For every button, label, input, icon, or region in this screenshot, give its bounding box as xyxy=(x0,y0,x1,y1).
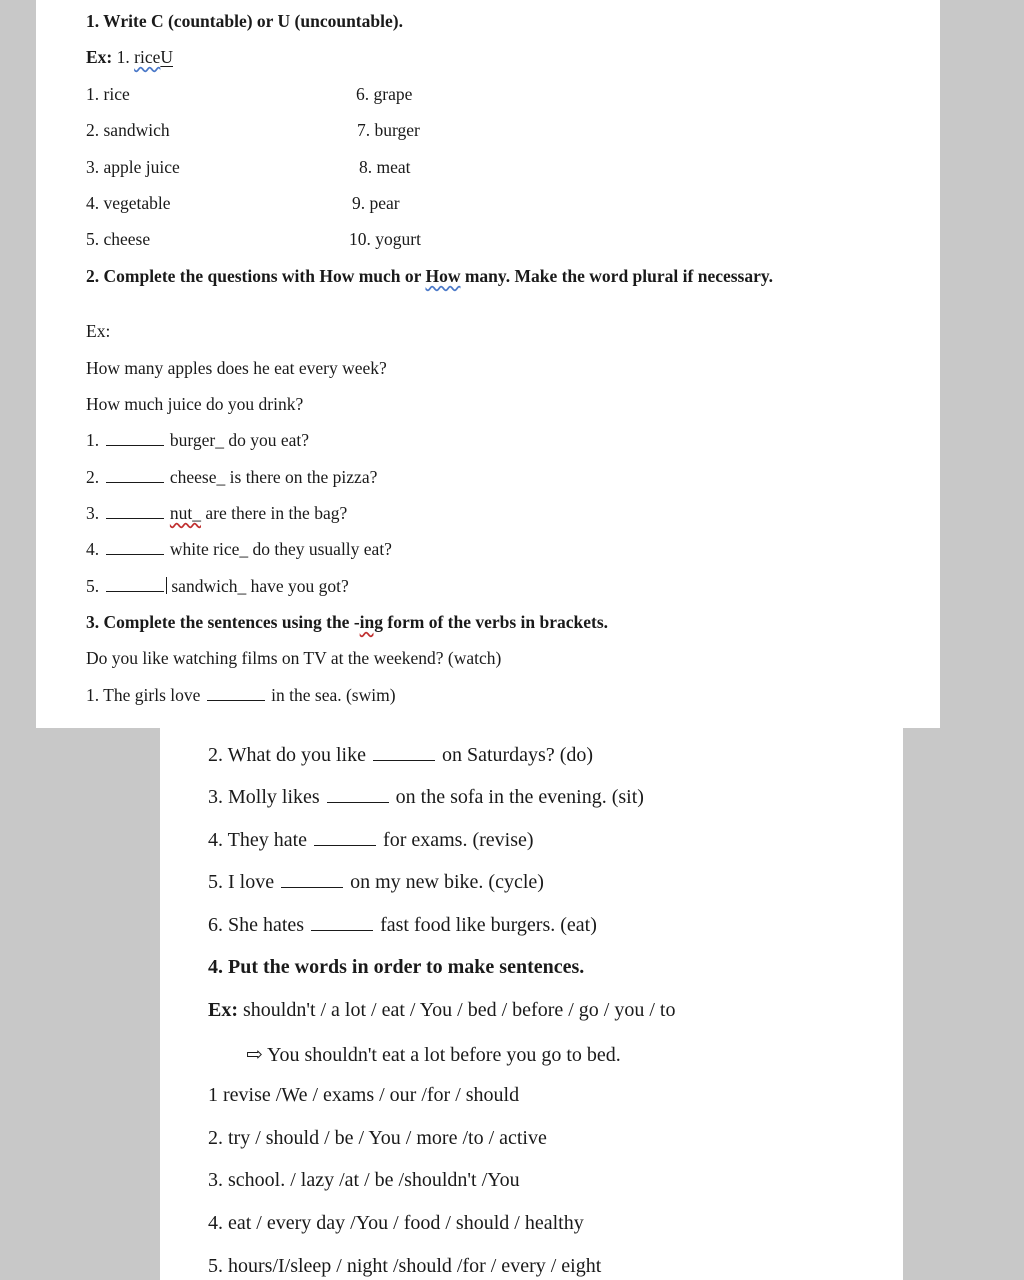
answer-blank[interactable] xyxy=(281,886,343,888)
list-item: 3. school. / lazy /at / be /shouldn't /You xyxy=(208,1169,520,1191)
answer-blank[interactable] xyxy=(106,553,164,555)
list-item: 4. eat / every day /You / food / should / healthy xyxy=(208,1212,584,1234)
sentence-item: 2. What do you like on Saturdays? (do) xyxy=(208,744,594,766)
sentence-item: 6. She hates fast food like burgers. (eat) xyxy=(208,914,597,936)
list-item: 8. meat xyxy=(359,157,411,177)
text-cursor xyxy=(166,577,168,594)
answer-blank[interactable] xyxy=(106,481,164,483)
answer-blank[interactable] xyxy=(106,444,164,446)
question-item: 1. burger_ do you eat? xyxy=(86,430,310,450)
question-item: 5. sandwich_ have you got? xyxy=(86,576,349,596)
list-item: 1 revise /We / exams / our /for / should xyxy=(208,1084,520,1106)
list-item: 3. apple juice xyxy=(86,157,180,177)
sentence-item: 4. They hate for exams. (revise) xyxy=(208,829,534,851)
answer-blank[interactable] xyxy=(327,801,389,803)
section4-example: Ex: shouldn't / a lot / eat / You / bed / before / go / you / to xyxy=(208,999,676,1021)
list-item: 5. cheese xyxy=(86,229,151,249)
list-item: 9. pear xyxy=(352,193,400,213)
sentence-item: 3. Molly likes on the sofa in the evening. (sit) xyxy=(208,786,644,808)
question-item: 4. white rice_ do they usually eat? xyxy=(86,539,392,559)
section4-heading: 4. Put the words in order to make sentences. xyxy=(208,956,585,978)
list-item: 2. try / should / be / You / more /to / active xyxy=(208,1127,547,1149)
worksheet-page-1 xyxy=(36,0,940,728)
list-item: 1. rice xyxy=(86,84,130,104)
question-item: 2. cheese_ is there on the pizza? xyxy=(86,467,378,487)
list-item: 10. yogurt xyxy=(349,229,421,249)
section4-example-answer: ⇨ You shouldn't eat a lot before you go to bed. xyxy=(246,1044,621,1066)
list-item: 5. hours/I/sleep / night /should /for / every / eight xyxy=(208,1255,602,1277)
section2-heading: 2. Complete the questions with How much or How many. Make the word plural if necessary. xyxy=(86,266,774,286)
question-item: 3. nut_ are there in the bag? xyxy=(86,503,348,523)
list-item: 7. burger xyxy=(357,120,420,140)
sentence-item: 5. I love on my new bike. (cycle) xyxy=(208,871,544,893)
section2-example-1: How many apples does he eat every week? xyxy=(86,358,387,378)
section1-heading: 1. Write C (countable) or U (uncountable). xyxy=(86,11,403,31)
sentence-item: 1. The girls love in the sea. (swim) xyxy=(86,685,396,705)
answer-blank[interactable] xyxy=(373,759,435,761)
answer-blank[interactable] xyxy=(311,929,373,931)
answer-blank[interactable] xyxy=(314,844,376,846)
list-item: 6. grape xyxy=(356,84,413,104)
answer-blank[interactable] xyxy=(106,590,164,592)
answer-blank[interactable] xyxy=(106,517,164,519)
worksheet-page-2 xyxy=(160,728,903,1280)
list-item: 4. vegetable xyxy=(86,193,171,213)
answer-blank[interactable] xyxy=(207,699,265,701)
section2-example-label: Ex: xyxy=(86,321,111,341)
arrow-icon: ⇨ xyxy=(246,1044,263,1066)
list-item: 2. sandwich xyxy=(86,120,170,140)
section3-example: Do you like watching films on TV at the weekend? (watch) xyxy=(86,648,502,668)
section1-example: Ex: 1. riceU xyxy=(86,47,173,67)
section3-heading: 3. Complete the sentences using the -ing form of the verbs in brackets. xyxy=(86,612,609,632)
section2-example-2: How much juice do you drink? xyxy=(86,394,304,414)
